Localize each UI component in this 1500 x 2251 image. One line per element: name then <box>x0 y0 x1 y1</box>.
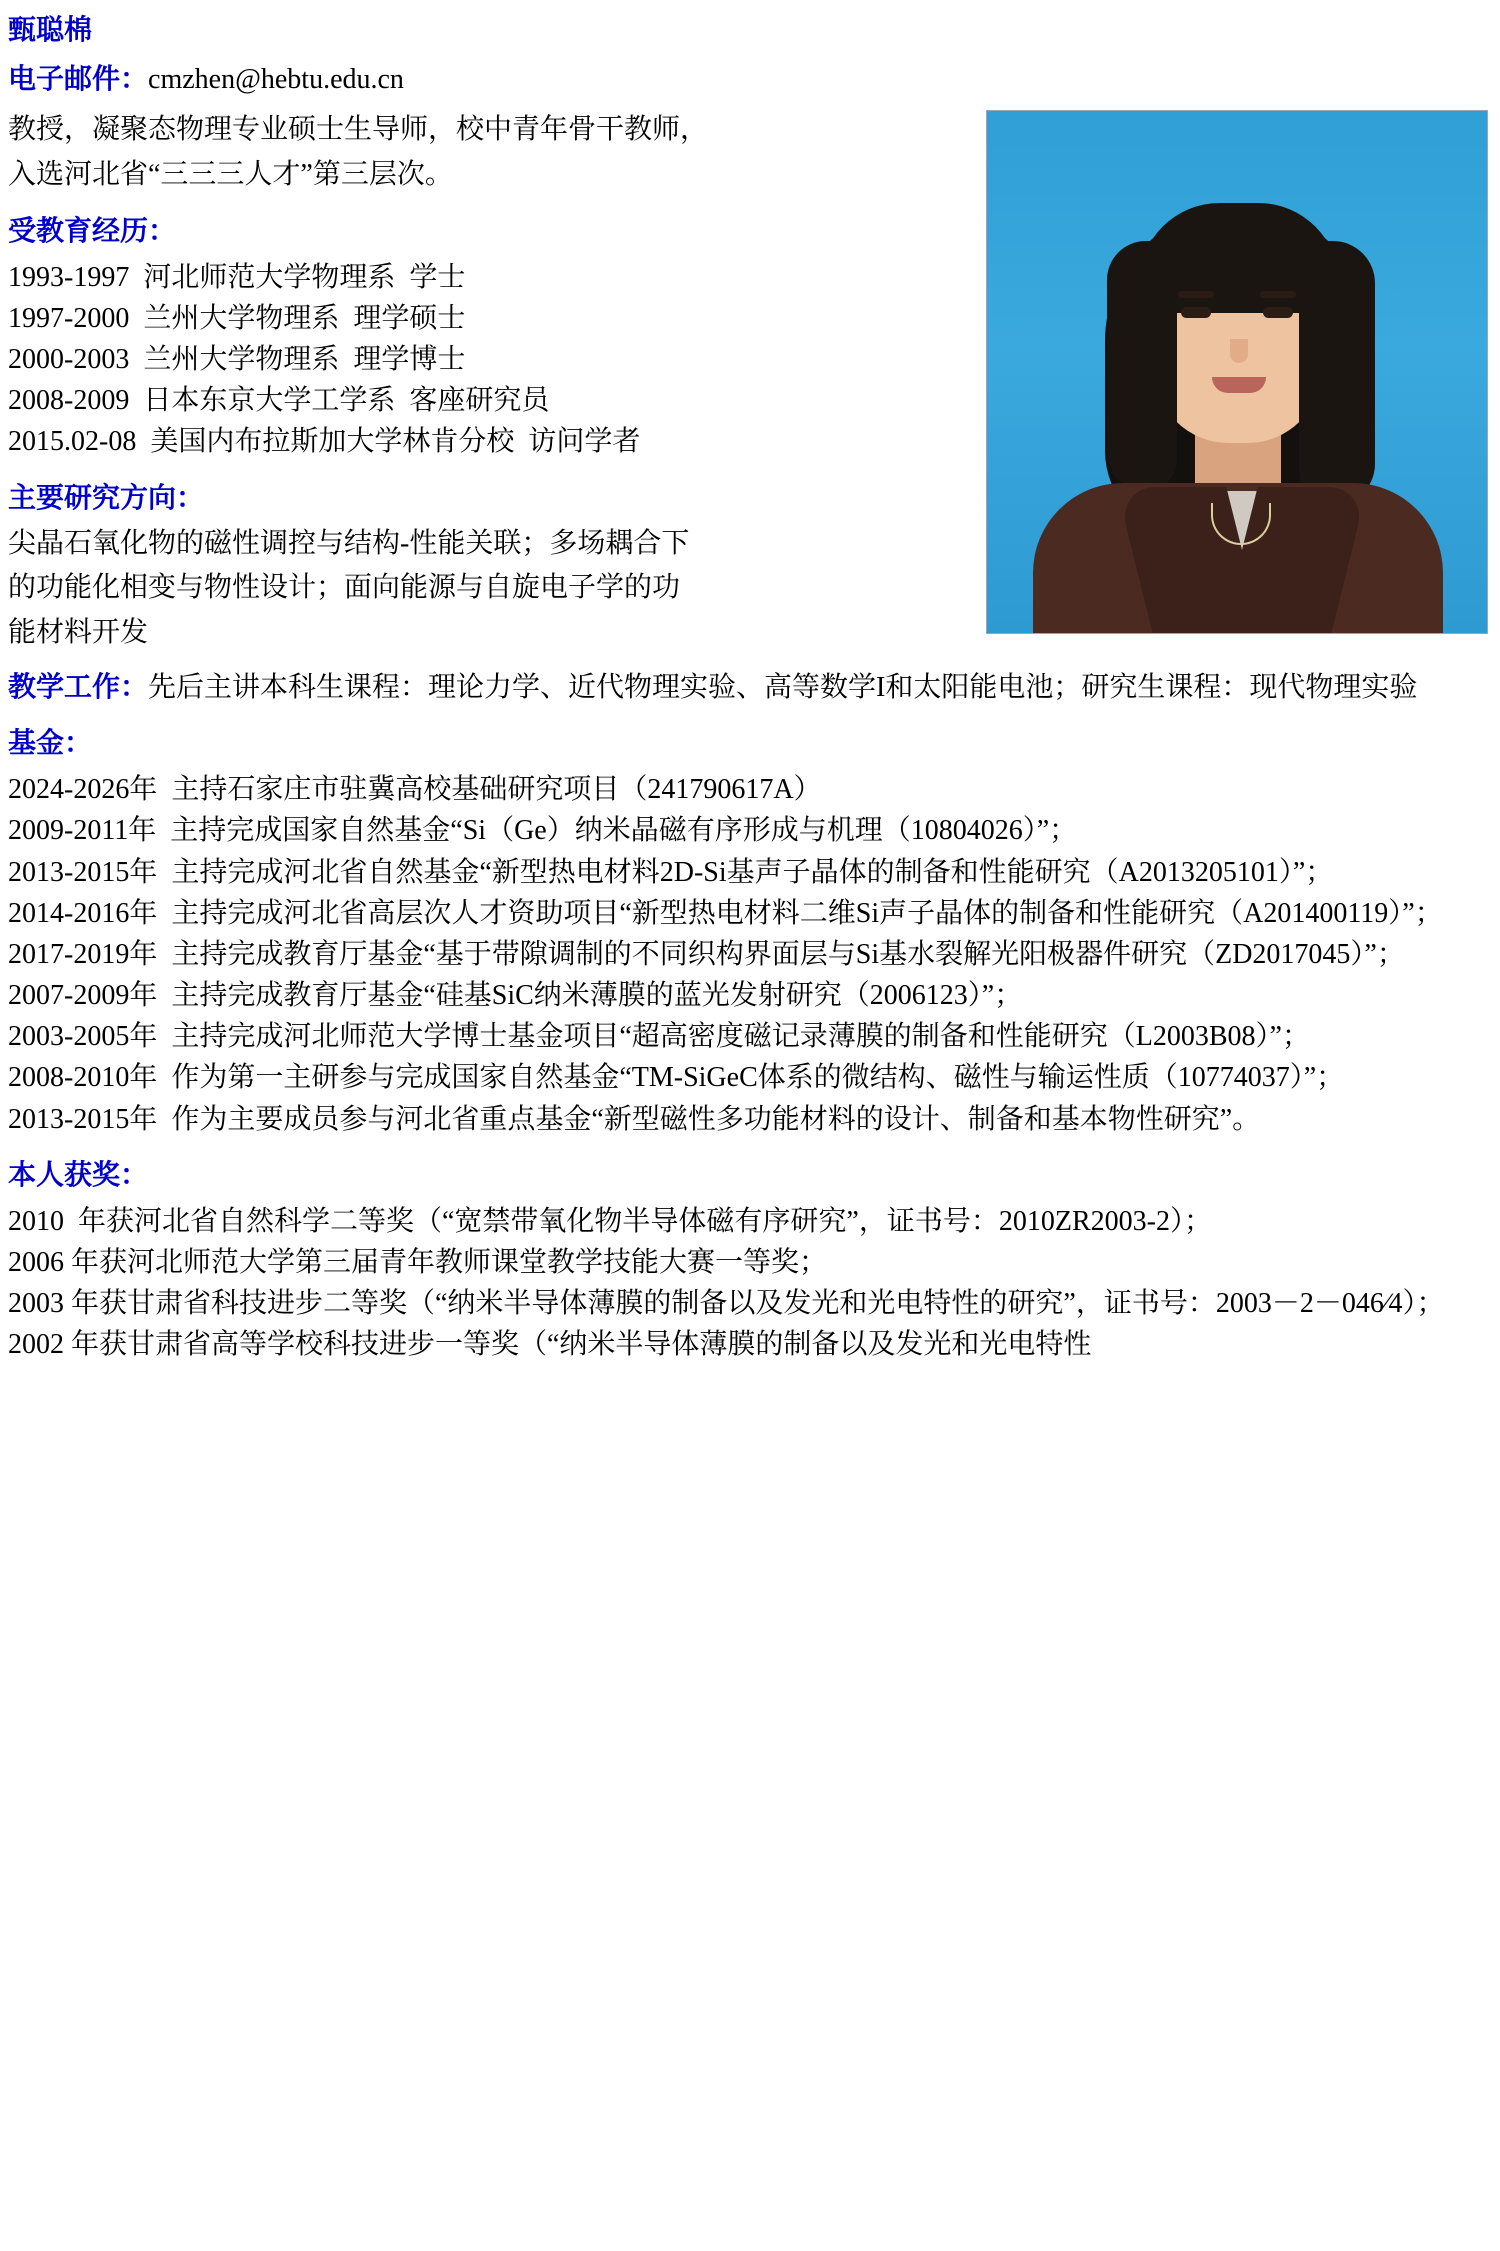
email-label: 电子邮件： <box>8 63 149 95</box>
research-line-1: 尖晶石氧化物的磁性调控与结构-性能关联；多场耦合下 <box>8 527 690 559</box>
education-item: 2000-2003 兰州大学物理系 理学博士 <box>8 344 466 376</box>
award-item: 2003 年获甘肃省科技进步二等奖（“纳米半导体薄膜的制备以及发光和光电特性的研究”，证书号：2003－2－046∕4）； <box>8 1288 1445 1320</box>
person-name: 甄聪棉 <box>8 15 93 46</box>
funds-list <box>8 769 1490 1139</box>
award-item: 2006 年获河北师范大学第三届青年教师课堂教学技能大赛一等奖； <box>8 1247 828 1279</box>
portrait-photo <box>986 110 1488 634</box>
education-item: 2008-2009 日本东京大学工学系 客座研究员 <box>8 385 550 417</box>
education-item: 1993-1997 河北师范大学物理系 学士 <box>8 261 466 293</box>
teaching-label: 教学工作： <box>8 671 149 703</box>
education-item: 1997-2000 兰州大学物理系 理学硕士 <box>8 302 466 334</box>
fund-item: 2024-2026年 主持石家庄市驻冀高校基础研究项目（241790617A） <box>8 774 822 806</box>
awards-list <box>8 1201 1490 1366</box>
portrait-hair-right <box>1299 241 1375 506</box>
fund-item: 2013-2015年 主持完成河北省自然基金“新型热电材料2D-Si基声子晶体的制备和性能研究（A2013205101）”； <box>8 856 1334 888</box>
intro-line-1: 教授，凝聚态物理专业硕士生导师，校中青年骨干教师， <box>8 114 709 146</box>
portrait-eyebrow-right <box>1260 291 1296 298</box>
fund-item: 2017-2019年 主持完成教育厅基金“基于带隙调制的不同织构界面层与Si基水裂解光阳极器件研究（ZD2017045）”； <box>8 938 1405 970</box>
portrait-eyebrow-left <box>1178 291 1214 298</box>
research-heading: 主要研究方向： <box>8 482 205 514</box>
awards-heading: 本人获奖： <box>8 1159 149 1191</box>
intro-line-2: 入选河北省“三三三人才”第三层次。 <box>8 158 453 190</box>
fund-item: 2003-2005年 主持完成河北师范大学博士基金项目“超高密度磁记录薄膜的制备和性能研究（L2003B08）”； <box>8 1021 1310 1053</box>
portrait-hair-left <box>1107 241 1177 491</box>
teaching-text: 先后主讲本科生课程：理论力学、近代物理实验、高等数学I和太阳能电池；研究生课程：现代物理实验 <box>148 671 1418 703</box>
award-item: 2002 年获甘肃省高等学校科技进步一等奖（“纳米半导体薄膜的制备以及发光和光电特性 <box>8 1329 1092 1361</box>
portrait-mouth <box>1212 377 1266 393</box>
research-line-3: 能材料开发 <box>8 616 149 648</box>
fund-item: 2008-2010年 作为第一主研参与完成国家自然基金“TM-SiGeC体系的微结构、磁性与输运性质（10774037）”； <box>8 1062 1345 1094</box>
fund-item: 2009-2011年 主持完成国家自然基金“Si（Ge）纳米晶磁有序形成与机理（10804026）”； <box>8 815 1078 847</box>
education-heading: 受教育经历： <box>8 215 177 247</box>
portrait-nose <box>1230 339 1248 363</box>
fund-item: 2013-2015年 作为主要成员参与河北省重点基金“新型磁性多功能材料的设计、制备和基本物性研究”。 <box>8 1103 1261 1135</box>
teaching-block <box>8 668 1490 709</box>
email-value: cmzhen@hebtu.edu.cn <box>148 63 404 95</box>
education-item: 2015.02-08 美国内布拉斯加大学林肯分校 访问学者 <box>8 426 641 458</box>
portrait-eye-right <box>1263 307 1293 318</box>
award-item: 2010 年获河北省自然科学二等奖（“宽禁带氧化物半导体磁有序研究”，证书号：2010ZR2003-2）； <box>8 1205 1212 1237</box>
research-line-2: 的功能化相变与物性设计；面向能源与自旋电子学的功 <box>8 572 681 604</box>
fund-item: 2014-2016年 主持完成河北省高层次人才资助项目“新型热电材料二维Si声子晶体的制备和性能研究（A201400119）”； <box>8 897 1443 929</box>
funds-heading: 基金： <box>8 728 93 760</box>
fund-item: 2007-2009年 主持完成教育厅基金“硅基SiC纳米薄膜的蓝光发射研究（2006123）”； <box>8 980 1023 1012</box>
email-row <box>8 60 1490 101</box>
portrait-eye-left <box>1181 307 1211 318</box>
